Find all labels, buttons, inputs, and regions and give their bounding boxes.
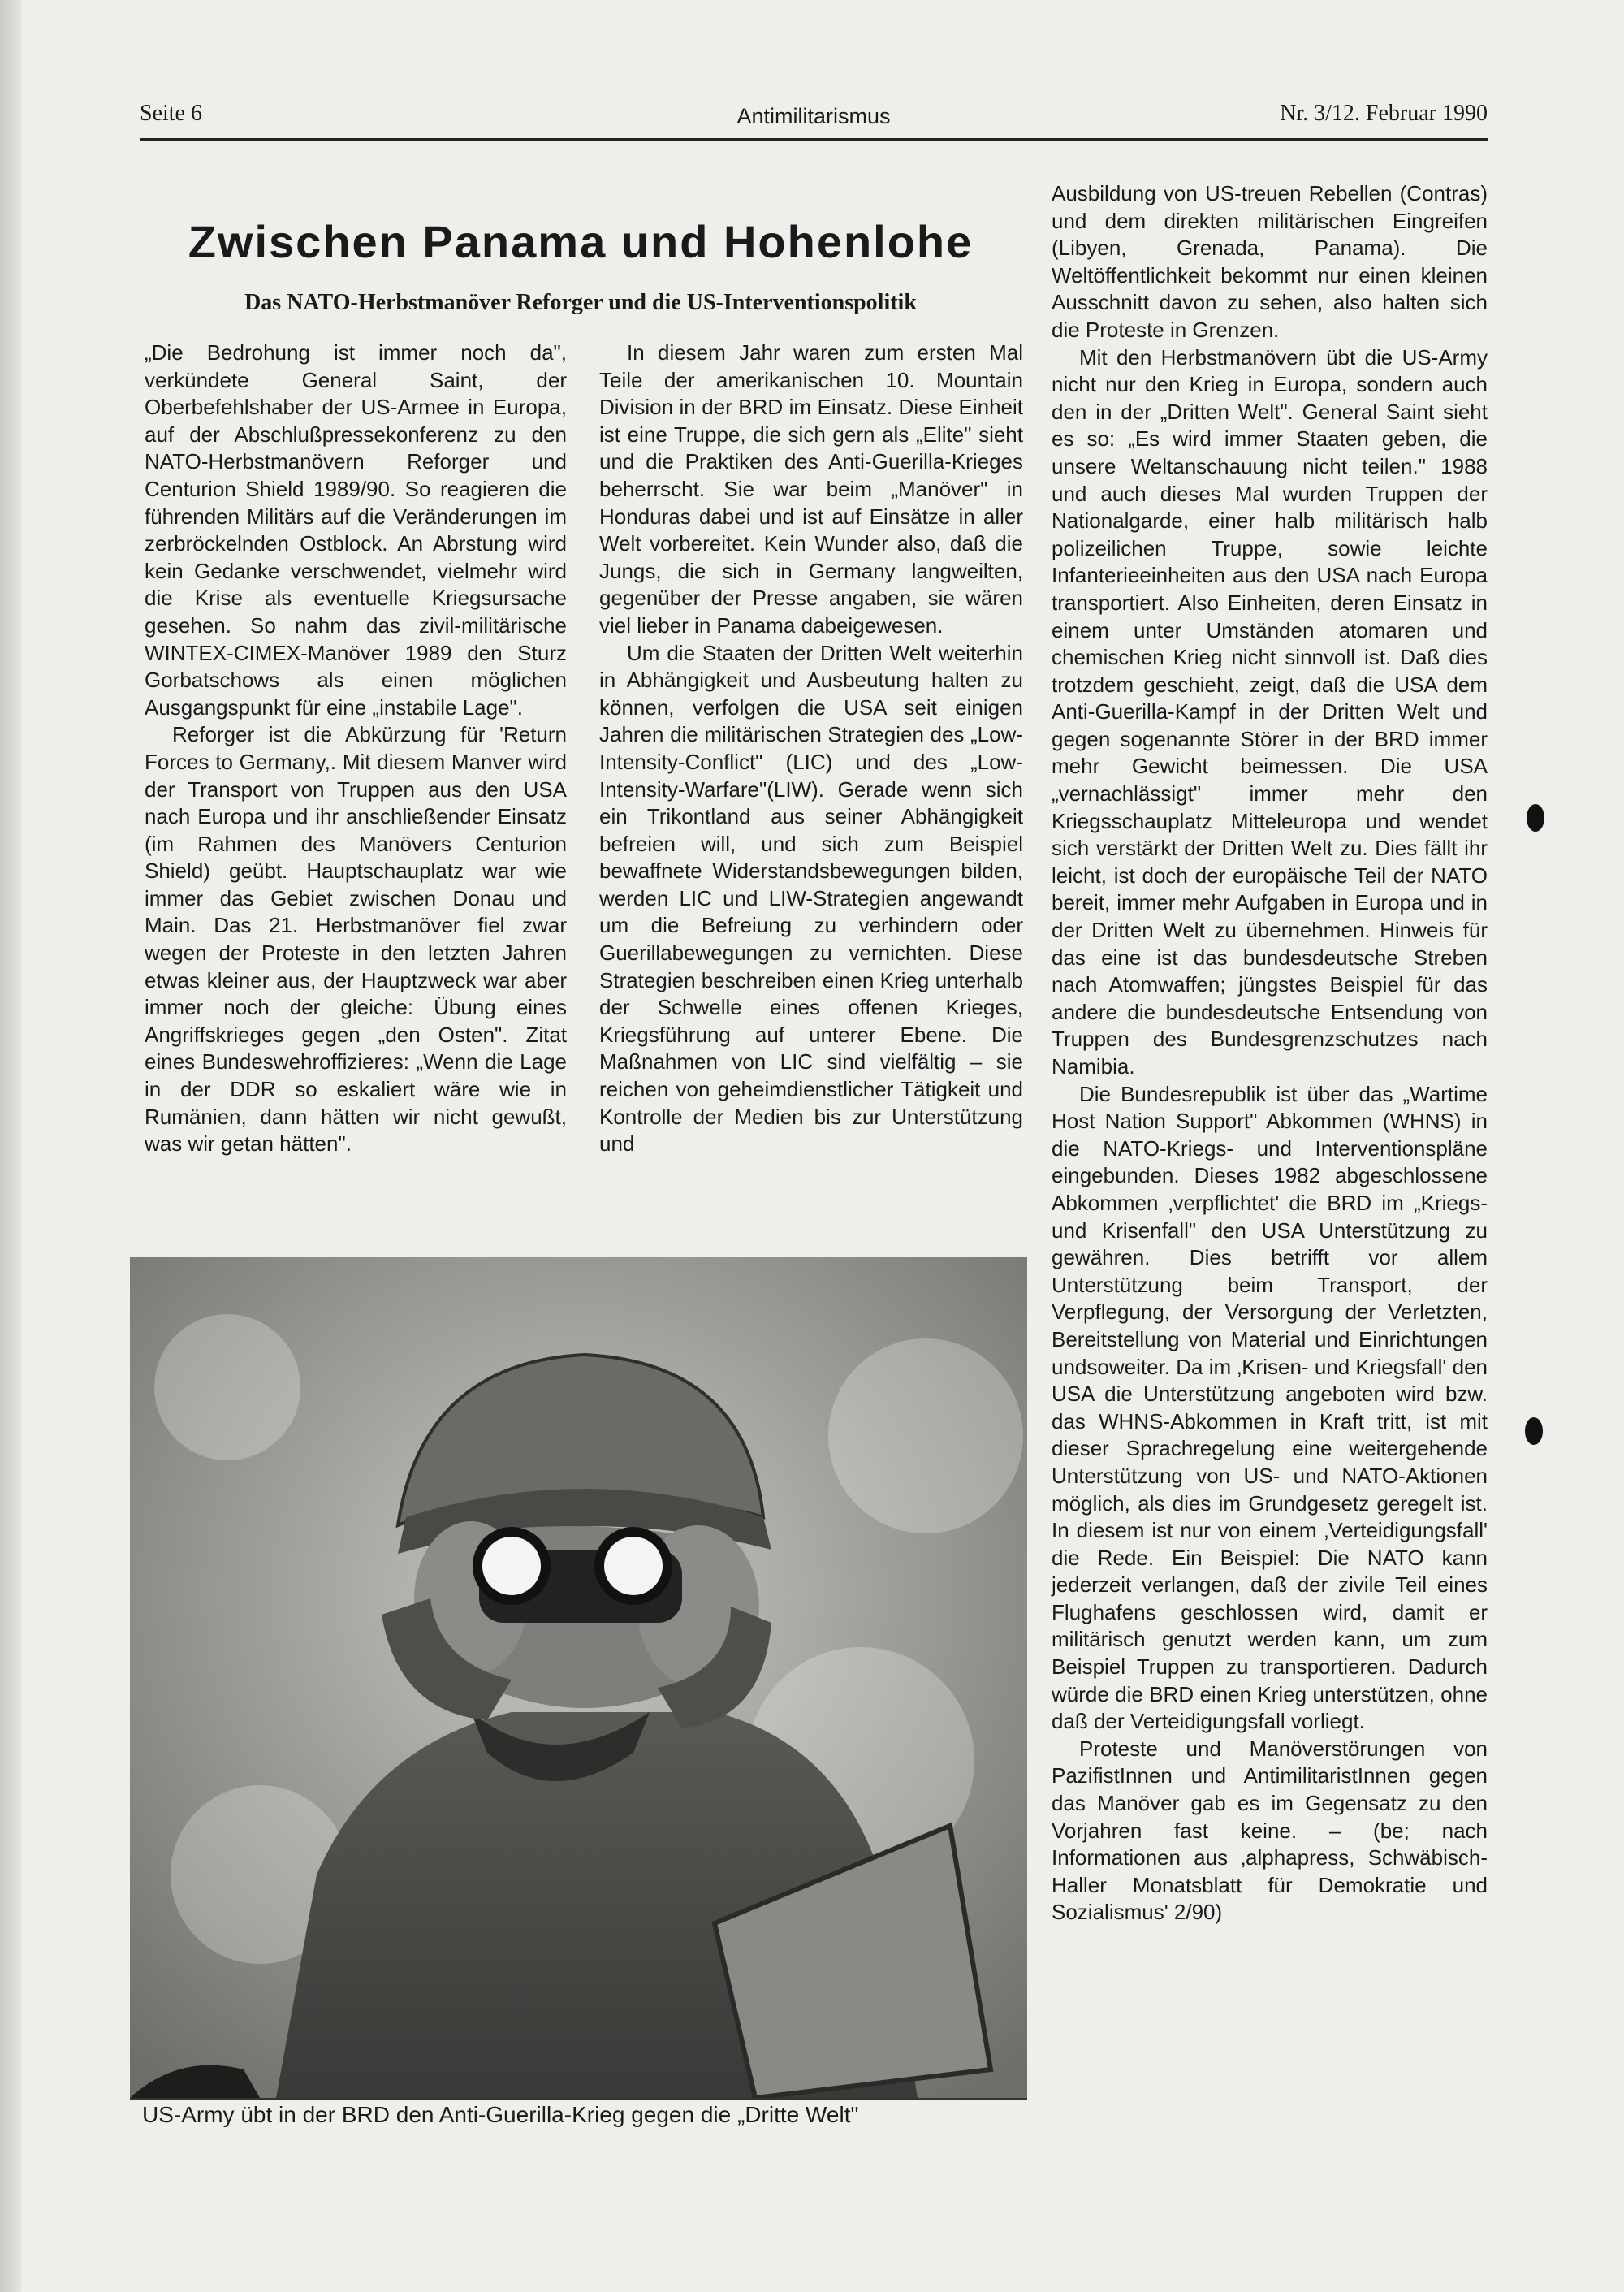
photo-caption: US-Army übt in der BRD den Anti-Guerilla-Krieg gegen die „Dritte Welt" xyxy=(142,2102,859,2127)
article-column-3 xyxy=(1052,180,1488,1927)
article-subtitle: Das NATO-Herbstmanöver Reforger und die US-Interventionspolitik xyxy=(244,290,917,315)
article-column-2 xyxy=(599,339,1023,1158)
punch-hole xyxy=(1527,804,1544,832)
page-header xyxy=(140,96,1488,141)
article-title: Zwischen Panama und Hohenlohe xyxy=(188,216,974,267)
paragraph: „Die Bedrohung ist immer noch da", verkündete General Saint, der Oberbefehlshaber der US-Armee in Europa, auf der Abschlußpressekonferenz zu den NATO-Herbstmanövern Reforger und Centurion Shield 1989/90. So reagieren die führenden Militärs auf die Veränderungen im zerbröckelnden Ostblock. An Abrstung wird kein Gedanke verschwendet, vielmehr wird die Krise als eventuelle Kriegsursache gesehen. So nahm das zivil-militärische WINTEX-CIMEX-Manöver 1989 den Sturz Gorbatschows als einen möglichen Ausgangspunkt für eine „instabile Lage". xyxy=(145,340,567,720)
paragraph: Ausbildung von US-treuen Rebellen (Contras) und dem direkten militärischen Eingreifen (Libyen, Grenada, Panama). Die Weltöffentlichkeit bekommt nur einen kleinen Ausschnitt davon zu sehen, also halten sich die Proteste in Grenzen. xyxy=(1052,181,1488,342)
paragraph: Reforger ist die Abkürzung für 'Return Forces to Germany,. Mit diesem Manver wird der Transport von Truppen aus den USA nach Europa und ihr anschließender Einsatz (im Rahmen des Manövers Centurion Shield) geübt. Hauptschauplatz war wie immer das Gebiet zwischen Donau und Main. Das 21. Herbstmanöver fiel zwar wegen der Proteste in den letzten Jahren etwas kleiner aus, der Hauptzweck war aber immer noch der gleiche: Übung eines Angriffskrieges gegen „den Osten". Zitat eines Bundeswehroffizieres: „Wenn die Lage in der DDR so eskaliert wäre wie in Rumänien, dann hätten wir nicht gewußt, was wir getan hätten". xyxy=(145,722,567,1157)
paragraph: Proteste und Manöverstörungen von PazifistInnen und AntimilitaristInnen gegen das Manöver gab es im Gegensatz zu den Vorjahren fast keine. – (be; nach Informationen aus ‚alphapress, Schwäbisch-Haller Monatsblatt für Demokratie und Sozialismus' 2/90) xyxy=(1052,1736,1488,1925)
issue-date: Nr. 3/12. Februar 1990 xyxy=(1280,101,1488,126)
paragraph: Mit den Herbstmanövern übt die US-Army nicht nur den Krieg in Europa, sondern auch den in der „Dritten Welt". General Saint sieht es so: „Es wird immer Staaten geben, die unsere Weltanschauung nicht teilen." 1988 und auch dieses Mal wurden Truppen der Nationalgarde, einer halb militärisch halb polizeilichen Truppe, sowie leichte Infanterieeinheiten aus den USA nach Europa transportiert. Also Einheiten, deren Einsatz in einem unter Umständen atomaren und chemischen Krieg nicht sinnvoll ist. Daß dies trotzdem geschieht, zeigt, daß die USA dem Anti-Guerilla-Kampf in der Dritten Welt und gegen sogenannte Störer in der BRD immer mehr Gewicht beimessen. Die USA „vernachlässigt" immer mehr den Kriegsschauplatz Mitteleuropa und wendet sich verstärkt der Dritten Welt zu. Dies fällt ihr leicht, ist doch der europäische Teil der NATO bereit, immer mehr Aufgaben in Europa und in der Dritten Welt zu übernehmen. Hinweis für das eine ist das bundesdeutsche Streben nach Atomwaffen; jüngstes Beispiel für das andere die bundesdeutsche Entsendung von Truppen des Bundesgrenzschutzes nach Namibia. xyxy=(1052,344,1488,1079)
page-edge xyxy=(0,0,21,2292)
paragraph: In diesem Jahr waren zum ersten Mal Teile der amerikanischen 10. Mountain Division in der BRD im Einsatz. Diese Einheit ist eine Truppe, die sich gern als „Elite" sieht und die Praktiken des Anti-Guerilla-Krieges beherrscht. Sie war beim „Manöver" in Honduras dabei und ist auf Einsätze in aller Welt vorbereitet. Kein Wunder also, daß die Jungs, die sich in Germany langweilten, gegenüber der Presse angaben, sie wären viel lieber in Panama dabeigewesen. xyxy=(599,340,1023,638)
page-number: Seite 6 xyxy=(140,101,202,126)
photo-illustration xyxy=(130,1257,1027,2098)
article-column-1 xyxy=(145,339,567,1158)
paragraph: Die Bundesrepublik ist über das „Wartime Host Nation Support" Abkommen (WHNS) in die NATO-Kriegs- und Interventionspläne eingebunden. Dieses 1982 abgeschlossene Abkommen ‚verpflichtet' die BRD im „Kriegs- und Krisenfall" den USA Unterstützung zu gewähren. Dies betrifft vor allem Unterstützung beim Transport, der Verpflegung, der Versorgung der Verletzten, Bereitstellung von Material und Einrichtungen undsoweiter. Da im ‚Krisen- und Kriegsfall' den USA die Unterstützung angeboten wird bzw. das WHNS-Abkommen in Kraft tritt, ist mit dieser Sprachregelung eine weitergehende Unterstützung von US- und NATO-Aktionen möglich, als dies im Grundgesetz geregelt ist. In diesem ist nur von einem ‚Verteidigungsfall' die Rede. Ein Beispiel: Die NATO kann jederzeit verlangen, daß der zivile Teil eines Flughafens geschlossen wird, damit er militärisch genutzt werden kann, um zum Beispiel Truppen zu transportieren. Dadurch würde die BRD einen Krieg unterstützen, ohne daß der Verteidigungsfall vorliegt. xyxy=(1052,1081,1488,1734)
soldier-binoculars-photo xyxy=(130,1257,1027,2100)
section-title: Antimilitarismus xyxy=(736,104,891,128)
paragraph: Um die Staaten der Dritten Welt weiterhin in Abhängigkeit und Ausbeutung halten zu können, verfolgen die USA seit einigen Jahren die militärischen Strategien des „Low-Intensity-Conflict" (LIC) und des „Low-Intensity-Warfare"(LIW). Gerade wenn sich ein Trikontland aus seiner Abhängigkeit befreien will, und sich zum Beispiel bewaffnete Widerstandsbewegungen bilden, werden LIC und LIW-Strategien angewandt um die Befreiung zu verhindern oder Guerillabewegungen zu vernichten. Diese Strategien beschreiben einen Krieg unterhalb der Schwelle eines offenen Krieges, Kriegsführung auf unterer Ebene. Die Maßnahmen von LIC sind vielfältig – sie reichen von geheimdienstlicher Tätigkeit und Kontrolle der Medien bis zur Unterstützung und xyxy=(599,640,1023,1157)
punch-hole xyxy=(1525,1417,1543,1445)
